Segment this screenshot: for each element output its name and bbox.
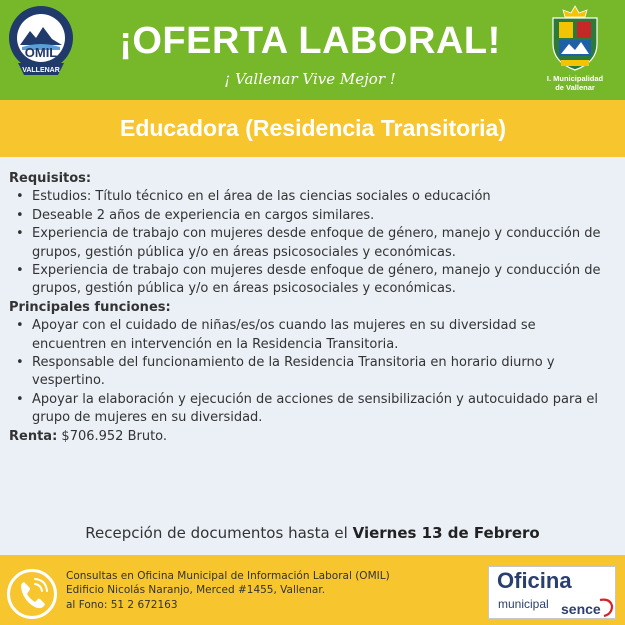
requirements-heading: Requisitos: <box>9 171 92 186</box>
omil-logo-icon <box>8 5 74 84</box>
deadline-prefix: Recepción de documentos hasta el <box>85 524 353 542</box>
function-item <box>9 391 613 428</box>
contact-line-address: Edificio Nicolás Naranjo, Merced #1455, Vallenar. <box>66 584 326 597</box>
municipality-name <box>537 74 613 92</box>
job-title-box <box>68 102 558 154</box>
requirement-text-cont: grupos, gestión pública y/o en áreas psicosociales y económicas. <box>32 244 456 260</box>
deadline-notice <box>0 524 625 542</box>
phone-icon <box>7 569 57 619</box>
job-title: Educadora (Residencia Transitoria) <box>119 114 506 141</box>
functions-heading: Principales funciones: <box>9 299 171 315</box>
omil-logo-sub: VALLENAR <box>22 67 60 74</box>
function-text-cont: vespertino. <box>32 373 105 389</box>
bullet-icon: • <box>16 318 24 334</box>
salary-value: $706.952 Bruto. <box>61 428 168 444</box>
requirement-item <box>9 262 613 299</box>
functions-list <box>9 317 613 427</box>
logo-word-oficina: Oficina <box>497 568 572 593</box>
municipality-name-line1: I. Municipalidad <box>546 74 604 83</box>
function-text-cont: encuentren en intervención en la Residencia Transitoria. <box>32 336 399 352</box>
function-text: Responsable del funcionamiento de la Residencia Transitoria en horario diurno y <box>32 355 555 371</box>
function-text-cont: grupo de mujeres en su diversidad. <box>32 410 263 426</box>
contact-info <box>66 569 466 612</box>
bullet-icon: • <box>16 391 24 407</box>
municipality-name-line2: de Vallenar <box>555 83 595 92</box>
contact-line-office: Consultas en Oficina Municipal de Información Laboral (OMIL) <box>66 570 390 582</box>
requirement-text: Deseable 2 años de experiencia en cargos similares. <box>32 207 375 223</box>
salary-label: Renta: <box>9 428 58 444</box>
bullet-icon: • <box>16 263 24 279</box>
salary <box>9 428 613 446</box>
requirement-item <box>9 207 613 225</box>
content-panel <box>0 157 625 555</box>
deadline-date: Viernes 13 de Febrero <box>352 524 540 542</box>
requirements-list <box>9 188 613 298</box>
bullet-icon: • <box>16 226 24 242</box>
job-details <box>9 170 613 446</box>
omil-logo-text: OMIL <box>24 45 58 60</box>
contact-line-phone: al Fono: 51 2 672163 <box>66 598 178 611</box>
slogan: ¡ Vallenar Vive Mejor ! <box>224 70 396 88</box>
requirement-item <box>9 188 613 206</box>
requirement-text: Estudios: Título técnico en el área de las ciencias sociales o educación <box>32 189 491 205</box>
page-title: ¡OFERTA LABORAL! <box>119 20 501 62</box>
requirement-text: Experiencia de trabajo con mujeres desde enfoque de género, manejo y conducción de <box>32 263 601 279</box>
function-text: Apoyar con el cuidado de niñas/es/os cuando las mujeres en su diversidad se <box>32 318 536 334</box>
logo-word-sence: sence <box>561 601 601 617</box>
requirement-item <box>9 225 613 262</box>
logo-word-municipal: municipal <box>498 597 549 611</box>
bullet-icon: • <box>16 207 24 223</box>
function-item <box>9 317 613 354</box>
requirement-text: Experiencia de trabajo con mujeres desde enfoque de género, manejo y conducción de <box>32 226 601 242</box>
function-item <box>9 354 613 391</box>
bullet-icon: • <box>16 355 24 371</box>
municipal-crest-icon <box>547 4 603 74</box>
requirement-text-cont: grupos, gestión pública y/o en áreas psicosociales y económicas. <box>32 281 456 297</box>
bullet-icon: • <box>16 189 24 205</box>
function-text: Apoyar la elaboración y ejecución de acciones de sensibilización y autocuidado para el <box>32 391 599 407</box>
